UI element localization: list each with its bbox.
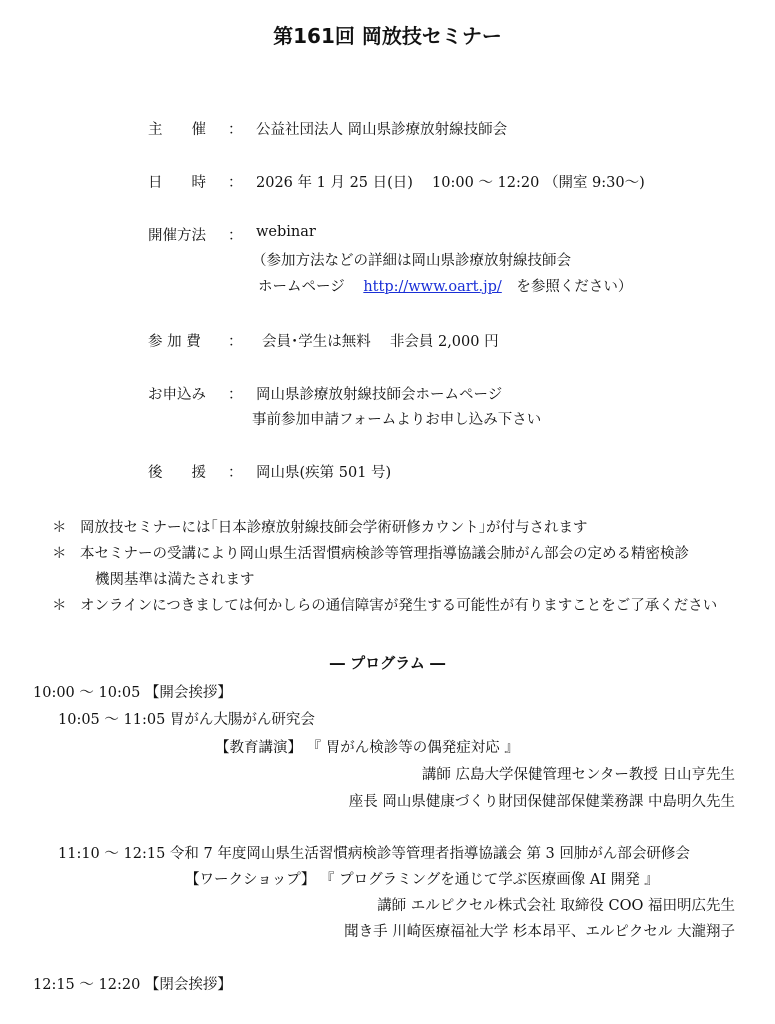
note-mark: ＊ (52, 598, 67, 614)
method-colon: ： (228, 228, 243, 244)
session2-time-title: 11:10 ～ 12:15 令和 7 年度岡山県生活習慣病検診等管理者指導協議会 第 3 回肺がん部会研修会 (58, 846, 690, 862)
method-label: 開催方法 (148, 228, 206, 244)
support-value: 岡山県(疾第 501 号) (256, 465, 392, 481)
support-colon: ： (228, 465, 243, 481)
method-detail-line1: （参加方法などの詳細は岡山県診療放射線技師会 (252, 253, 571, 269)
oart-homepage-link[interactable]: http://www.oart.jp/ (363, 279, 502, 295)
session1-time-title: 10:05 ～ 11:05 胃がん大腸がん研究会 (58, 712, 315, 728)
page-title: 第161回 岡放技セミナー (273, 24, 502, 48)
fee-colon: ： (228, 334, 243, 350)
method-value: webinar (256, 224, 316, 240)
note-text: 岡放技セミナーには｢日本診療放射線技師会学術研修カウント｣が付与されます (80, 520, 588, 536)
method-detail-prefix: ホームページ (258, 279, 345, 295)
host-value: 公益社団法人 岡山県診療放射線技師会 (256, 122, 508, 138)
session2-workshop: 【ワークショップ】 『 プログラミングを通じて学ぶ医療画像 AI 開発 』 (185, 872, 659, 888)
note-text: 本セミナーの受講により岡山県生活習慣病検診等管理指導協議会肺がん部会の定める精密検診 (80, 546, 689, 562)
datetime-label: 日 時 (148, 175, 206, 191)
note-text-continuation: 機関基準は満たされます (95, 572, 255, 588)
session1-chair: 座長 岡山県健康づくり財団保健部保健業務課 中島明久先生 (348, 794, 735, 810)
fee-value: 会員･学生は無料 非会員 2,000 円 (262, 334, 499, 350)
datetime-colon: ： (228, 175, 243, 191)
session2-interviewer: 聞き手 川崎医療福祉大学 杉本昂平、エルピクセル 大瀧翔子 (344, 924, 735, 940)
support-label: 後 援 (148, 465, 206, 481)
method-detail-suffix: を参照ください） (516, 279, 633, 295)
apply-colon: ： (228, 387, 243, 403)
host-colon: ： (228, 122, 243, 138)
program-heading: ― プログラム ― (329, 654, 446, 672)
program-opening: 10:00 ～ 10:05 【開会挨拶】 (33, 685, 232, 701)
apply-label: お申込み (148, 387, 206, 403)
note-mark: ＊ (52, 546, 67, 562)
datetime-value: 2026 年 1 月 25 日(日) 10:00 ～ 12:20 （開室 9:30～) (256, 175, 645, 191)
fee-label: 参 加 費 (148, 334, 201, 350)
session2-lecturer: 講師 エルピクセル株式会社 取締役 COO 福田明広先生 (377, 898, 735, 914)
program-closing: 12:15 ～ 12:20 【閉会挨拶】 (33, 977, 232, 993)
apply-value-line1: 岡山県診療放射線技師会ホームページ (256, 387, 503, 403)
host-label: 主 催 (148, 122, 206, 138)
apply-value-line2: 事前参加申請フォームよりお申し込み下さい (252, 412, 542, 428)
note-text: オンラインにつきましては何かしらの通信障害が発生する可能性が有りますことをご了承ください (80, 598, 718, 614)
note-mark: ＊ (52, 520, 67, 536)
session1-lecture: 【教育講演】 『 胃がん検診等の偶発症対応 』 (215, 740, 519, 756)
method-detail-line2 (258, 275, 632, 296)
session1-lecturer: 講師 広島大学保健管理センター教授 日山亨先生 (421, 767, 735, 783)
